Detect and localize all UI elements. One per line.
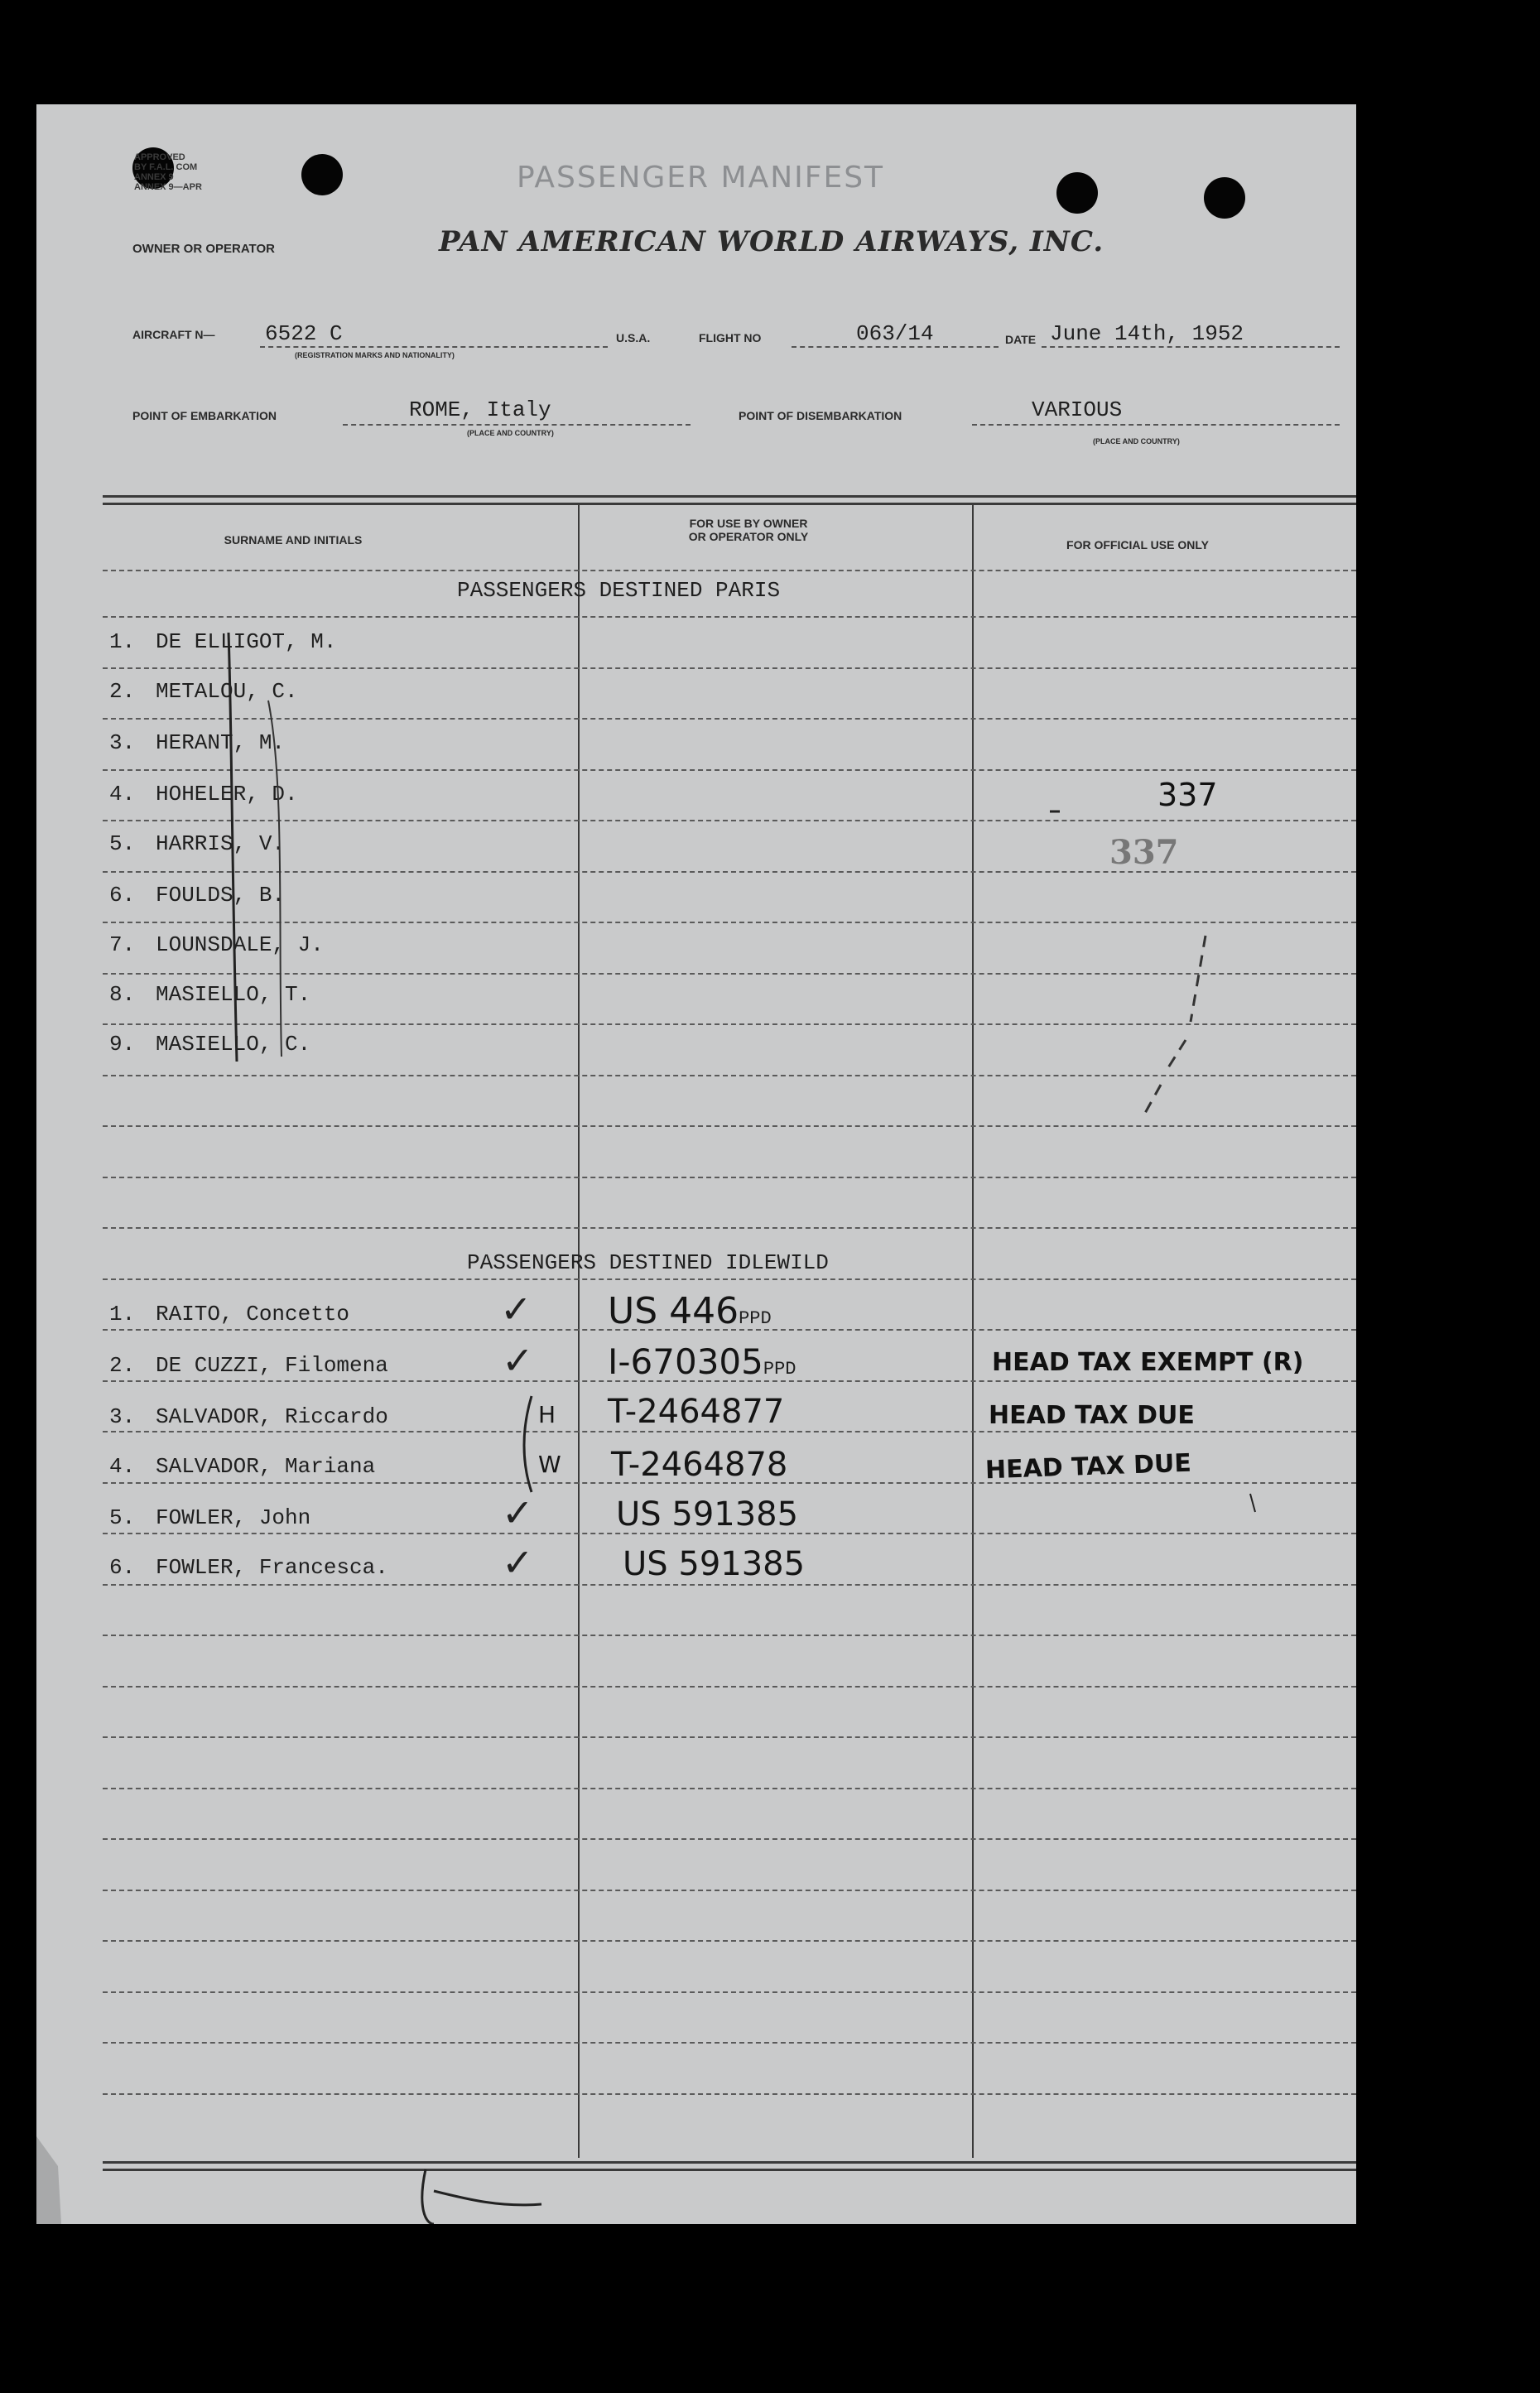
passenger-name: FOULDS, B. [156,883,286,908]
passenger-name: DE CUZZI, Filomena [156,1353,388,1378]
head-tax-stamp: HEAD TAX DUE [989,1401,1195,1430]
row-number: 5. [109,831,136,856]
ppd-mark: PPD [739,1308,772,1329]
document-number-text: T-2464878 [611,1446,788,1484]
section-heading-paris: PASSENGERS DESTINED PARIS [457,578,781,603]
official-mark: 337 [1109,833,1179,872]
document-title: PASSENGER MANIFEST [517,161,885,195]
passenger-name: HOHELER, D. [156,782,298,806]
usa-label: U.S.A. [616,331,651,344]
section-heading-idlewild: PASSENGERS DESTINED IDLEWILD [467,1250,829,1275]
head-tax-stamp: HEAD TAX EXEMPT (R) [992,1348,1304,1377]
column-header-official-use: FOR OFFICIAL USE ONLY [1066,538,1209,551]
pen-scrawl [422,2169,541,2224]
check-mark-icon: ✓ [502,1541,534,1584]
passenger-name: MASIELLO, T. [156,982,311,1007]
row-number: 5. [109,1505,136,1530]
column-header-owner-use-line: OR OPERATOR ONLY [688,530,809,543]
row-number: 1. [109,1302,136,1327]
pen-marks [36,104,1356,2224]
stamp-line: BY F.A.L. COM [134,162,198,172]
passenger-name: RAITO, Concetto [156,1302,350,1327]
pen-bracket [268,701,282,1057]
pen-bracket [524,1396,532,1492]
page-fold [36,2136,61,2224]
disembark-value: VARIOUS [1032,397,1123,422]
passenger-name: SALVADOR, Riccardo [156,1404,388,1429]
embark-value: ROME, Italy [409,397,551,422]
head-tax-stamp: HEAD TAX DUE [984,1448,1192,1485]
ppd-mark: PPD [763,1359,796,1379]
row-number: 1. [109,629,136,654]
manifest-page [36,104,1356,2224]
airline-name: PAN AMERICAN WORLD AIRWAYS, INC. [439,225,1104,258]
column-header-owner-use-line: FOR USE BY OWNER [689,517,808,530]
pen-bracket [229,633,237,1062]
pen-tick [1250,1494,1255,1512]
date-value: June 14th, 1952 [1050,321,1244,346]
official-mark: 337 [1157,777,1218,813]
row-number: 7. [109,932,136,957]
check-mark-icon: ✓ [500,1288,532,1331]
stamp-line: ANNEX 9 [134,172,174,182]
passenger-name: HERANT, M. [156,730,286,755]
row-number: 8. [109,982,136,1007]
aircraft-value: 6522 C [265,321,343,346]
document-number-text: I-670305 [608,1341,763,1382]
passenger-name: HARRIS, V. [156,831,286,856]
document-number-text: T-2464877 [608,1393,785,1431]
column-header-surname: SURNAME AND INITIALS [224,533,363,546]
embark-label: POINT OF EMBARKATION [132,409,277,422]
passenger-name: METALOU, C. [156,679,298,704]
disembark-label: POINT OF DISEMBARKATION [739,409,902,422]
row-number: 3. [109,1404,136,1429]
row-number: 6. [109,1555,136,1580]
owner-label: OWNER OR OPERATOR [132,242,275,256]
row-number: 2. [109,679,136,704]
row-number: 4. [109,782,136,806]
flight-value: 063/14 [856,321,934,346]
registration-sublabel: (REGISTRATION MARKS AND NATIONALITY) [295,351,455,359]
row-number: 6. [109,883,136,908]
stamp-line: ANNEX 9—APR [134,182,202,192]
place-sublabel-embark: (PLACE AND COUNTRY) [467,429,554,437]
row-number: 2. [109,1353,136,1378]
bracket-mark: W [538,1451,561,1478]
check-mark-icon: ✓ [502,1491,534,1534]
document-number-text: US 591385 [623,1545,806,1583]
date-label: DATE [1005,333,1037,346]
passenger-name: MASIELLO, C. [156,1032,311,1057]
row-number: 9. [109,1032,136,1057]
passenger-name: FOWLER, John [156,1505,311,1530]
passenger-name: LOUNSDALE, J. [156,932,324,957]
row-number: 3. [109,730,136,755]
row-number: 4. [109,1454,136,1479]
aircraft-label: AIRCRAFT N— [132,328,215,341]
passenger-name: SALVADOR, Mariana [156,1454,376,1479]
passenger-name: DE ELLIGOT, M. [156,629,337,654]
document-number-text: US 591385 [616,1495,799,1534]
flight-label: FLIGHT NO [699,331,762,344]
pen-slash [1144,936,1206,1115]
document-number-text: US 446 [608,1290,739,1332]
place-sublabel-disembark: (PLACE AND COUNTRY) [1093,437,1180,445]
check-mark-icon: ✓ [502,1339,534,1382]
bracket-mark: H [538,1401,556,1428]
stamp-line: APPROVED [134,152,185,162]
passenger-name: FOWLER, Francesca. [156,1555,388,1580]
